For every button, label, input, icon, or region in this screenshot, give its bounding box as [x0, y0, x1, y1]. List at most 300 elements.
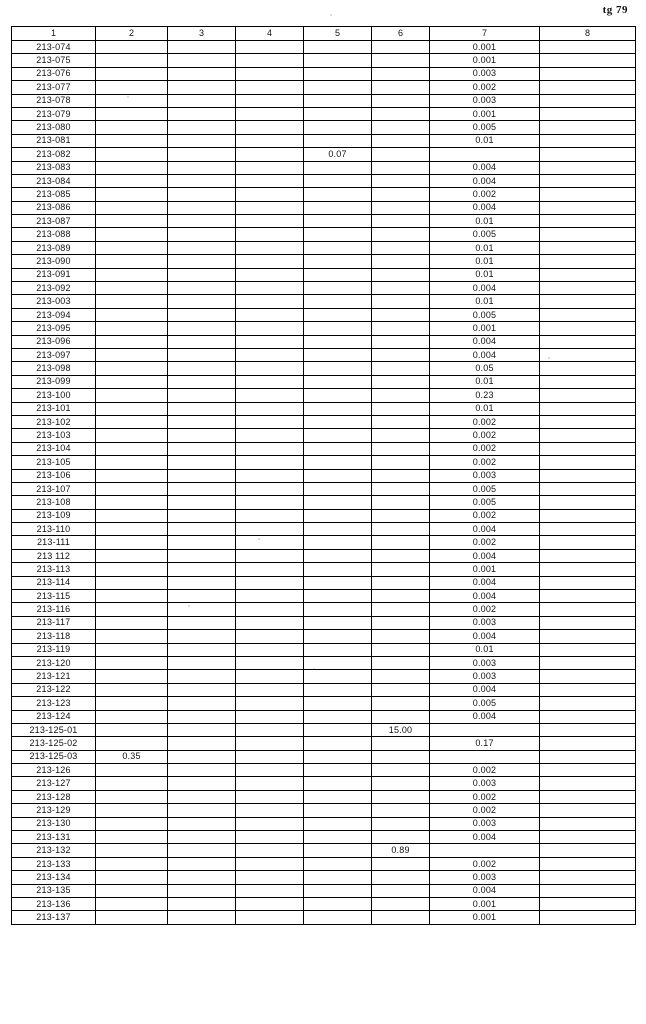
table-row — [12, 523, 636, 536]
row-value-cell — [96, 857, 168, 870]
row-value-cell — [168, 282, 236, 295]
table-row — [12, 643, 636, 656]
row-code-cell: 213-122 — [12, 683, 96, 696]
row-value-cell — [372, 496, 430, 509]
row-value-cell — [168, 790, 236, 803]
row-code-cell: 213-114 — [12, 576, 96, 589]
row-value-cell — [304, 469, 372, 482]
table-row — [12, 603, 636, 616]
row-value-cell — [304, 590, 372, 603]
row-value-cell — [168, 375, 236, 388]
row-value-cell — [372, 308, 430, 321]
row-value-cell — [304, 764, 372, 777]
row-value-cell: 0.002 — [430, 415, 540, 428]
row-value-cell — [540, 121, 636, 134]
row-value-cell — [168, 335, 236, 348]
row-value-cell — [540, 764, 636, 777]
row-value-cell — [372, 710, 430, 723]
row-value-cell — [372, 215, 430, 228]
row-value-cell — [304, 134, 372, 147]
row-value-cell — [236, 282, 304, 295]
row-value-cell — [96, 764, 168, 777]
row-value-cell — [96, 282, 168, 295]
row-code-cell: 213-127 — [12, 777, 96, 790]
row-value-cell: 0.004 — [430, 549, 540, 562]
row-value-cell: 0.004 — [430, 348, 540, 361]
row-code-cell: 213-102 — [12, 415, 96, 428]
row-value-cell — [96, 563, 168, 576]
row-value-cell — [304, 884, 372, 897]
row-value-cell — [304, 630, 372, 643]
row-value-cell: 0.004 — [430, 161, 540, 174]
row-value-cell — [372, 750, 430, 763]
row-value-cell — [168, 389, 236, 402]
row-value-cell: 0.89 — [372, 844, 430, 857]
table-row — [12, 308, 636, 321]
row-value-cell — [96, 603, 168, 616]
column-header-3: 3 — [168, 27, 236, 41]
row-value-cell — [540, 871, 636, 884]
row-code-cell: 213-106 — [12, 469, 96, 482]
row-value-cell: 0.002 — [430, 790, 540, 803]
table-row — [12, 536, 636, 549]
row-value-cell — [304, 482, 372, 495]
row-value-cell — [168, 804, 236, 817]
row-code-cell: 213-131 — [12, 831, 96, 844]
row-value-cell — [96, 201, 168, 214]
row-value-cell — [236, 402, 304, 415]
row-code-cell: 213-130 — [12, 817, 96, 830]
row-value-cell — [96, 509, 168, 522]
row-code-cell: 213-003 — [12, 295, 96, 308]
row-value-cell — [372, 161, 430, 174]
table-row — [12, 174, 636, 187]
row-value-cell — [96, 402, 168, 415]
row-value-cell — [540, 536, 636, 549]
row-value-cell — [372, 790, 430, 803]
row-value-cell — [430, 844, 540, 857]
row-value-cell — [168, 241, 236, 254]
row-value-cell — [372, 174, 430, 187]
row-value-cell — [236, 590, 304, 603]
row-value-cell — [168, 429, 236, 442]
row-value-cell — [304, 442, 372, 455]
row-code-cell: 213-110 — [12, 523, 96, 536]
row-value-cell — [540, 911, 636, 924]
row-code-cell: 213-078 — [12, 94, 96, 107]
row-value-cell: 0.002 — [430, 804, 540, 817]
row-code-cell: 213-108 — [12, 496, 96, 509]
row-value-cell — [236, 322, 304, 335]
row-value-cell — [304, 241, 372, 254]
row-value-cell — [304, 683, 372, 696]
row-code-cell: 213-105 — [12, 456, 96, 469]
row-value-cell — [304, 697, 372, 710]
row-value-cell: 0.004 — [430, 201, 540, 214]
table-row — [12, 402, 636, 415]
row-value-cell — [168, 509, 236, 522]
row-value-cell: 0.005 — [430, 697, 540, 710]
row-value-cell — [168, 268, 236, 281]
row-value-cell — [236, 656, 304, 669]
row-value-cell — [96, 429, 168, 442]
row-value-cell — [168, 817, 236, 830]
table-row — [12, 469, 636, 482]
row-value-cell: 0.004 — [430, 630, 540, 643]
row-value-cell — [168, 710, 236, 723]
row-code-cell: 213-134 — [12, 871, 96, 884]
row-value-cell: 0.003 — [430, 94, 540, 107]
row-code-cell: 213-091 — [12, 268, 96, 281]
row-value-cell — [168, 348, 236, 361]
row-code-cell: 213-082 — [12, 148, 96, 161]
row-value-cell — [372, 549, 430, 562]
row-value-cell — [540, 67, 636, 80]
row-value-cell — [168, 322, 236, 335]
table-row — [12, 121, 636, 134]
table-row — [12, 804, 636, 817]
row-value-cell: 0.002 — [430, 536, 540, 549]
table-row — [12, 362, 636, 375]
row-value-cell — [540, 241, 636, 254]
row-value-cell — [168, 683, 236, 696]
row-value-cell — [168, 402, 236, 415]
row-value-cell — [96, 710, 168, 723]
column-header-1: 1 — [12, 27, 96, 41]
row-value-cell — [540, 576, 636, 589]
row-value-cell — [372, 469, 430, 482]
row-value-cell — [168, 442, 236, 455]
row-value-cell — [372, 282, 430, 295]
row-value-cell — [372, 884, 430, 897]
table-row — [12, 777, 636, 790]
row-value-cell — [304, 576, 372, 589]
row-code-cell: 213-124 — [12, 710, 96, 723]
row-code-cell: 213-118 — [12, 630, 96, 643]
row-value-cell — [540, 777, 636, 790]
row-value-cell — [304, 348, 372, 361]
row-value-cell — [96, 777, 168, 790]
row-code-cell: 213-115 — [12, 590, 96, 603]
table-row — [12, 683, 636, 696]
row-value-cell — [304, 643, 372, 656]
row-value-cell — [304, 523, 372, 536]
row-value-cell — [168, 107, 236, 120]
table-row — [12, 268, 636, 281]
row-value-cell: 0.005 — [430, 228, 540, 241]
row-value-cell — [304, 509, 372, 522]
row-value-cell — [430, 723, 540, 736]
row-value-cell — [372, 375, 430, 388]
row-value-cell — [372, 482, 430, 495]
row-value-cell — [372, 402, 430, 415]
column-header-2: 2 — [96, 27, 168, 41]
row-value-cell — [96, 134, 168, 147]
row-value-cell: 0.003 — [430, 777, 540, 790]
row-value-cell — [540, 429, 636, 442]
row-value-cell — [168, 308, 236, 321]
row-value-cell — [372, 107, 430, 120]
row-value-cell — [236, 670, 304, 683]
row-value-cell — [304, 107, 372, 120]
row-value-cell: 0.004 — [430, 710, 540, 723]
row-value-cell — [372, 737, 430, 750]
row-code-cell: 213-100 — [12, 389, 96, 402]
row-value-cell — [540, 94, 636, 107]
row-code-cell: 213-088 — [12, 228, 96, 241]
data-table-container — [11, 26, 635, 925]
row-value-cell — [96, 482, 168, 495]
row-value-cell: 0.001 — [430, 107, 540, 120]
row-value-cell — [96, 188, 168, 201]
row-value-cell — [372, 831, 430, 844]
row-value-cell — [168, 898, 236, 911]
row-value-cell — [168, 161, 236, 174]
row-value-cell — [540, 389, 636, 402]
row-value-cell — [236, 308, 304, 321]
row-value-cell — [168, 255, 236, 268]
row-value-cell — [236, 831, 304, 844]
row-value-cell: 0.003 — [430, 67, 540, 80]
table-row — [12, 630, 636, 643]
table-row — [12, 54, 636, 67]
row-value-cell — [168, 148, 236, 161]
row-value-cell — [304, 41, 372, 54]
row-value-cell — [168, 630, 236, 643]
row-value-cell — [372, 389, 430, 402]
row-value-cell — [540, 81, 636, 94]
row-value-cell — [236, 710, 304, 723]
row-value-cell — [96, 616, 168, 629]
row-value-cell — [96, 590, 168, 603]
row-value-cell: 0.002 — [430, 509, 540, 522]
row-code-cell: 213-086 — [12, 201, 96, 214]
row-code-cell: 213-121 — [12, 670, 96, 683]
row-value-cell — [236, 737, 304, 750]
row-value-cell — [540, 188, 636, 201]
row-value-cell — [304, 710, 372, 723]
row-value-cell: 0.01 — [430, 643, 540, 656]
row-value-cell — [168, 884, 236, 897]
row-value-cell: 0.01 — [430, 255, 540, 268]
row-value-cell — [96, 308, 168, 321]
row-value-cell: 0.002 — [430, 857, 540, 870]
row-code-cell: 213-117 — [12, 616, 96, 629]
row-value-cell — [304, 255, 372, 268]
row-value-cell — [236, 134, 304, 147]
table-row — [12, 670, 636, 683]
row-code-cell: 213-074 — [12, 41, 96, 54]
row-value-cell — [236, 362, 304, 375]
row-value-cell — [236, 295, 304, 308]
table-row — [12, 831, 636, 844]
row-value-cell — [168, 737, 236, 750]
row-value-cell — [540, 107, 636, 120]
row-value-cell — [304, 911, 372, 924]
row-value-cell — [304, 670, 372, 683]
row-value-cell — [540, 282, 636, 295]
row-value-cell — [304, 750, 372, 763]
row-value-cell — [372, 777, 430, 790]
row-value-cell — [236, 884, 304, 897]
row-value-cell: 0.001 — [430, 41, 540, 54]
row-value-cell — [372, 536, 430, 549]
row-value-cell — [540, 482, 636, 495]
row-code-cell: 213-076 — [12, 67, 96, 80]
table-row — [12, 389, 636, 402]
row-value-cell — [540, 322, 636, 335]
row-value-cell — [96, 375, 168, 388]
row-value-cell — [96, 643, 168, 656]
row-value-cell — [372, 362, 430, 375]
row-value-cell — [96, 67, 168, 80]
table-row — [12, 482, 636, 495]
row-value-cell — [168, 362, 236, 375]
table-header — [12, 27, 636, 41]
row-value-cell — [372, 335, 430, 348]
row-value-cell — [168, 215, 236, 228]
table-row — [12, 844, 636, 857]
table-row — [12, 67, 636, 80]
column-header-8: 8 — [540, 27, 636, 41]
row-value-cell — [236, 723, 304, 736]
row-value-cell — [168, 469, 236, 482]
row-value-cell — [96, 844, 168, 857]
row-value-cell: 0.003 — [430, 670, 540, 683]
table-row — [12, 429, 636, 442]
row-value-cell — [372, 201, 430, 214]
row-value-cell — [372, 268, 430, 281]
row-value-cell — [236, 750, 304, 763]
row-value-cell — [540, 630, 636, 643]
row-value-cell — [540, 710, 636, 723]
row-value-cell — [372, 41, 430, 54]
row-value-cell — [540, 643, 636, 656]
row-code-cell: 213-120 — [12, 656, 96, 669]
row-value-cell — [236, 764, 304, 777]
row-value-cell — [372, 764, 430, 777]
row-value-cell — [168, 576, 236, 589]
row-code-cell: 213-075 — [12, 54, 96, 67]
row-value-cell — [304, 456, 372, 469]
row-value-cell — [540, 750, 636, 763]
row-value-cell — [304, 322, 372, 335]
row-value-cell — [96, 41, 168, 54]
row-value-cell — [96, 898, 168, 911]
table-row — [12, 656, 636, 669]
row-value-cell — [372, 121, 430, 134]
row-value-cell: 0.002 — [430, 603, 540, 616]
row-value-cell — [540, 509, 636, 522]
row-value-cell — [96, 831, 168, 844]
table-row — [12, 94, 636, 107]
row-value-cell — [304, 898, 372, 911]
row-value-cell — [168, 616, 236, 629]
row-value-cell — [236, 469, 304, 482]
row-code-cell: 213-136 — [12, 898, 96, 911]
row-value-cell: 0.002 — [430, 456, 540, 469]
row-value-cell — [372, 590, 430, 603]
row-code-cell: 213-080 — [12, 121, 96, 134]
row-value-cell — [304, 201, 372, 214]
row-value-cell: 0.05 — [430, 362, 540, 375]
row-value-cell — [540, 375, 636, 388]
table-row — [12, 857, 636, 870]
row-value-cell — [236, 268, 304, 281]
row-value-cell — [304, 429, 372, 442]
row-value-cell — [96, 121, 168, 134]
row-value-cell: 0.23 — [430, 389, 540, 402]
row-value-cell — [430, 148, 540, 161]
row-value-cell — [96, 295, 168, 308]
row-value-cell — [96, 790, 168, 803]
row-value-cell — [372, 616, 430, 629]
table-row — [12, 616, 636, 629]
row-code-cell: 213-129 — [12, 804, 96, 817]
row-value-cell — [540, 884, 636, 897]
row-value-cell — [96, 670, 168, 683]
row-value-cell: 0.003 — [430, 656, 540, 669]
row-value-cell — [236, 683, 304, 696]
row-value-cell — [168, 670, 236, 683]
row-value-cell: 0.01 — [430, 215, 540, 228]
row-value-cell — [96, 348, 168, 361]
row-code-cell: 213-111 — [12, 536, 96, 549]
row-code-cell: 213-094 — [12, 308, 96, 321]
row-value-cell — [168, 549, 236, 562]
row-value-cell — [168, 456, 236, 469]
row-value-cell: 0.07 — [304, 148, 372, 161]
row-value-cell — [96, 215, 168, 228]
row-value-cell — [540, 697, 636, 710]
row-value-cell — [540, 442, 636, 455]
row-code-cell: 213-126 — [12, 764, 96, 777]
row-value-cell: 0.004 — [430, 523, 540, 536]
row-value-cell — [304, 308, 372, 321]
row-value-cell — [168, 536, 236, 549]
row-code-cell: 213-095 — [12, 322, 96, 335]
row-value-cell — [372, 134, 430, 147]
row-value-cell: 0.005 — [430, 308, 540, 321]
row-value-cell — [540, 54, 636, 67]
row-value-cell — [236, 429, 304, 442]
row-code-cell: 213-101 — [12, 402, 96, 415]
row-value-cell — [540, 362, 636, 375]
row-code-cell: 213-125-02 — [12, 737, 96, 750]
row-value-cell — [304, 737, 372, 750]
row-value-cell — [96, 415, 168, 428]
row-value-cell — [96, 389, 168, 402]
row-value-cell: 0.01 — [430, 241, 540, 254]
row-value-cell — [304, 335, 372, 348]
row-value-cell — [540, 496, 636, 509]
page-header-label: tg 79 — [602, 4, 628, 16]
row-value-cell — [168, 603, 236, 616]
row-value-cell — [168, 228, 236, 241]
row-value-cell — [304, 121, 372, 134]
row-value-cell — [168, 844, 236, 857]
row-code-cell: 213-137 — [12, 911, 96, 924]
row-value-cell — [372, 322, 430, 335]
row-value-cell — [540, 215, 636, 228]
column-header-5: 5 — [304, 27, 372, 41]
row-value-cell — [236, 563, 304, 576]
row-value-cell — [540, 831, 636, 844]
row-value-cell — [304, 362, 372, 375]
row-code-cell: 213-107 — [12, 482, 96, 495]
row-value-cell — [540, 161, 636, 174]
row-value-cell — [304, 295, 372, 308]
